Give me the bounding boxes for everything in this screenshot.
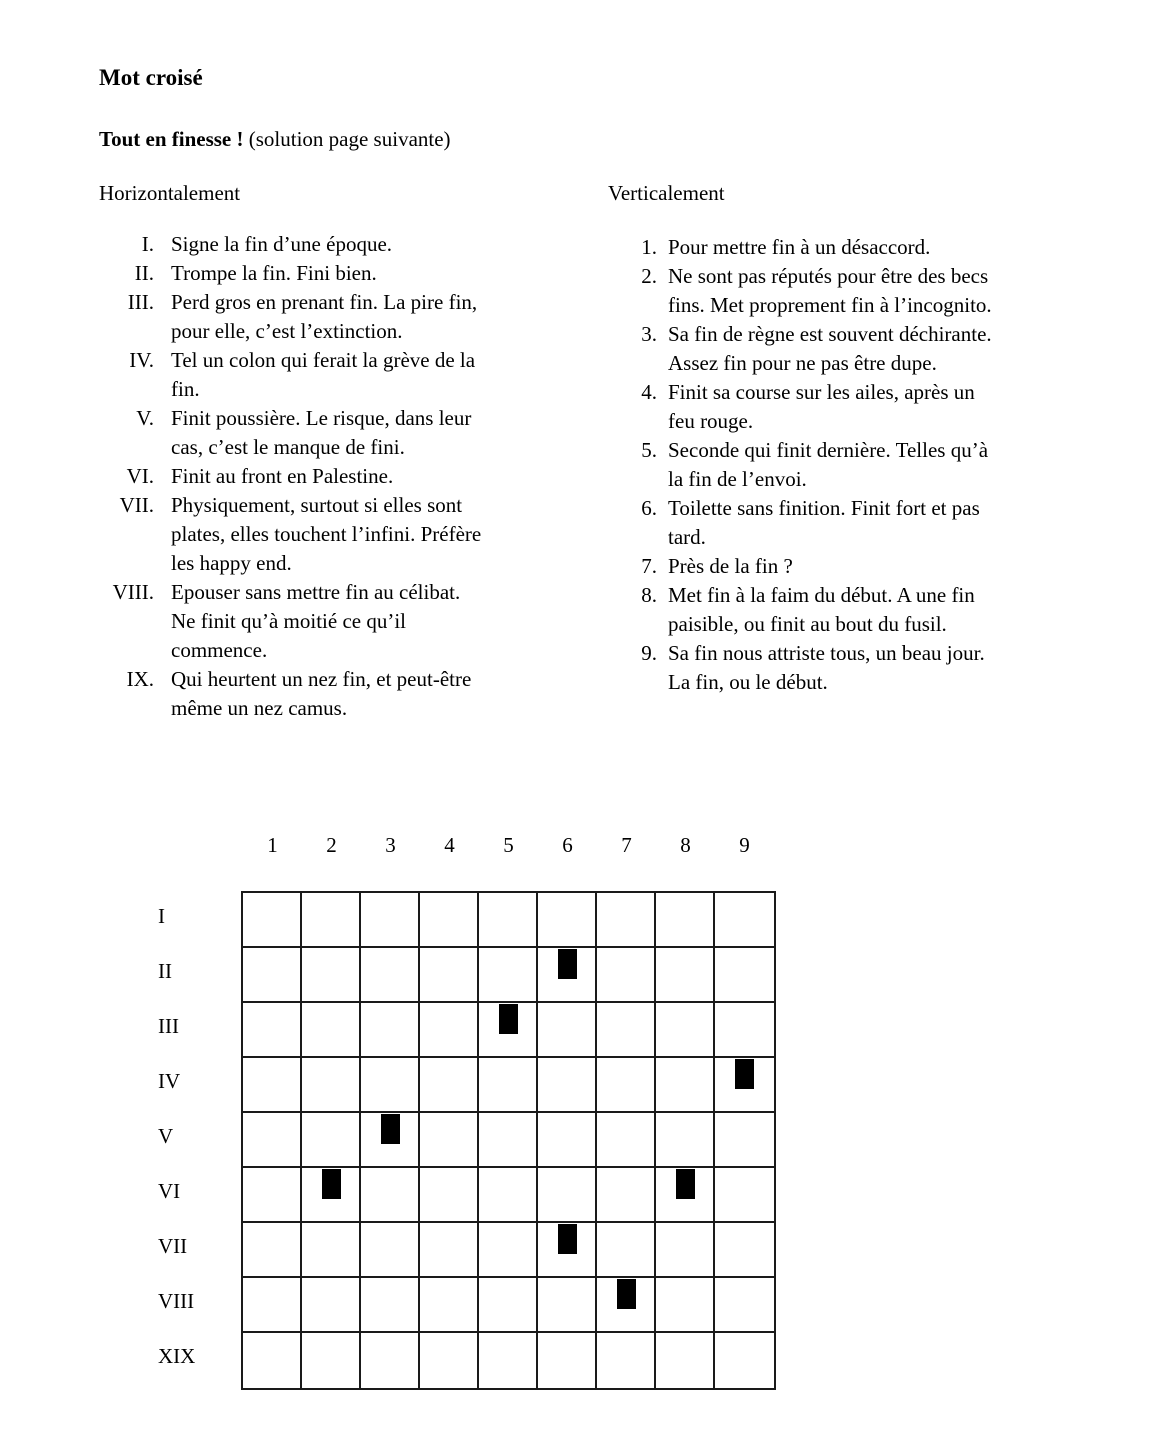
grid-cell [420, 1003, 479, 1058]
column-number: 2 [326, 833, 337, 857]
black-cell-mark [617, 1279, 636, 1309]
clue-item [608, 639, 992, 697]
row-label: VI [158, 1179, 181, 1203]
clue-text-line: tard. [668, 525, 706, 549]
clue-text-line: paisible, ou finit au bout du fusil. [668, 612, 947, 636]
grid-cell [656, 1223, 715, 1278]
clue-text-line: Pour mettre fin à un désaccord. [668, 235, 931, 259]
clue-text-line: même un nez camus. [171, 696, 348, 720]
clue-text-line: Ne finit qu’à moitié ce qu’il [171, 609, 407, 633]
grid-cell [715, 1003, 774, 1058]
clue-text [171, 665, 471, 723]
clue-text-line: les happy end. [171, 551, 292, 575]
down-clue-list [608, 233, 992, 697]
grid-cell [361, 893, 420, 948]
clue-text-line: Seconde qui finit dernière. Telles qu’à [668, 438, 989, 462]
row-label: IV [158, 1069, 181, 1093]
clue-text-line: la fin de l’envoi. [668, 467, 807, 491]
grid-cell [597, 948, 656, 1003]
grid-cell [243, 1168, 302, 1223]
row-label: III [158, 1014, 179, 1038]
clue-text-line: Physiquement, surtout si elles sont [171, 493, 463, 517]
grid-cell [656, 1113, 715, 1168]
clue-number: VI. [126, 464, 154, 488]
clue-text-line: Met fin à la faim du début. A une fin [668, 583, 975, 607]
grid-cell [420, 948, 479, 1003]
grid-cell [538, 893, 597, 948]
clue-item [608, 552, 992, 581]
grid-cell [361, 1168, 420, 1223]
clue-text-line: Sa fin de règne est souvent déchirante. [668, 322, 992, 346]
clue-text-line: Trompe la fin. Fini bien. [171, 261, 377, 285]
clue-number: 6. [641, 496, 657, 520]
clue-text [171, 259, 377, 288]
grid-cell [243, 948, 302, 1003]
page-title: Mot croisé [99, 65, 203, 90]
clue-text-line: Finit au front en Palestine. [171, 464, 394, 488]
column-number: 6 [562, 833, 573, 857]
grid-cell [302, 1223, 361, 1278]
clue-number: 8. [641, 583, 657, 607]
grid-cell [420, 1333, 479, 1388]
grid-cell [361, 1223, 420, 1278]
clue-text-line: Finit poussière. Le risque, dans leur [171, 406, 472, 430]
clue-text [171, 346, 475, 404]
clue-text-line: plates, elles touchent l’infini. Préfère [171, 522, 482, 546]
black-cell-mark [735, 1059, 754, 1089]
grid-cell [715, 1223, 774, 1278]
subtitle-normal: (solution page suivante) [248, 127, 451, 151]
grid-cell [302, 1113, 361, 1168]
grid-cell [243, 1003, 302, 1058]
clue-text [171, 578, 460, 665]
clue-text [668, 262, 992, 320]
grid-cell [538, 1003, 597, 1058]
clue-text [668, 320, 992, 378]
clue-text [668, 233, 930, 262]
grid-cell [302, 893, 361, 948]
grid-cell [597, 893, 656, 948]
grid-cell [243, 1223, 302, 1278]
clue-text [171, 462, 393, 491]
grid-cell [597, 1223, 656, 1278]
clue-number: 4. [641, 380, 657, 404]
clue-text [668, 436, 988, 494]
across-clue-list [99, 230, 481, 723]
grid-cell [302, 1058, 361, 1113]
clue-text-line: Ne sont pas réputés pour être des becs [668, 264, 989, 288]
clue-number: 2. [641, 264, 657, 288]
grid-cell [538, 1168, 597, 1223]
clue-text-line: fins. Met proprement fin à l’incognito. [668, 293, 992, 317]
clue-text-line: pour elle, c’est l’extinction. [171, 319, 403, 343]
clue-text-line: commence. [171, 638, 268, 662]
clue-item [99, 259, 481, 288]
black-cell-mark [558, 1224, 577, 1254]
clue-item [99, 578, 481, 665]
clue-text [171, 288, 477, 346]
clue-text-line: Toilette sans finition. Finit fort et pas [668, 496, 980, 520]
clue-text-line: cas, c’est le manque de fini. [171, 435, 405, 459]
clue-item [99, 288, 481, 346]
clue-number: 3. [641, 322, 657, 346]
clue-text [668, 552, 793, 581]
grid-cell [715, 1333, 774, 1388]
grid-cell [656, 1058, 715, 1113]
grid-cell [420, 893, 479, 948]
grid-cell [479, 1058, 538, 1113]
clue-number: VII. [119, 493, 154, 517]
clue-item [608, 581, 992, 639]
grid-cell [715, 893, 774, 948]
grid-cell [715, 1168, 774, 1223]
column-number: 8 [680, 833, 691, 857]
grid-cell [597, 1333, 656, 1388]
grid-cell [420, 1113, 479, 1168]
row-label: VIII [158, 1289, 195, 1313]
grid-cell [420, 1168, 479, 1223]
grid-cell [420, 1278, 479, 1333]
clue-item [99, 462, 481, 491]
down-heading: Verticalement [608, 181, 725, 205]
clue-text-line: Perd gros en prenant fin. La pire fin, [171, 290, 478, 314]
clue-text-line: Finit sa course sur les ailes, après un [668, 380, 975, 404]
clue-text [171, 404, 471, 462]
grid-cell [597, 1113, 656, 1168]
clue-item [99, 404, 481, 462]
clue-text [668, 581, 975, 639]
grid-cell [420, 1058, 479, 1113]
grid-cell [715, 1113, 774, 1168]
column-number: 5 [503, 833, 514, 857]
clue-number: 7. [641, 554, 657, 578]
row-label: VII [158, 1234, 188, 1258]
grid-cell [361, 1278, 420, 1333]
black-cell-mark [381, 1114, 400, 1144]
grid-cell [361, 1058, 420, 1113]
grid-cell [538, 1333, 597, 1388]
grid-cell [656, 1333, 715, 1388]
clue-text [668, 639, 985, 697]
grid-cell [597, 1003, 656, 1058]
grid-cell [302, 1003, 361, 1058]
clue-item [608, 320, 992, 378]
clue-number: IX. [126, 667, 154, 691]
grid-cell [597, 1168, 656, 1223]
grid-cell [302, 1333, 361, 1388]
clue-number: 5. [641, 438, 657, 462]
row-label: V [158, 1124, 174, 1148]
column-number: 1 [267, 833, 278, 857]
grid-cell [243, 1333, 302, 1388]
grid-cell [656, 1003, 715, 1058]
clue-text-line: Qui heurtent un nez fin, et peut-être [171, 667, 472, 691]
clue-item [99, 665, 481, 723]
clue-item [608, 436, 992, 494]
grid-column-numbers [243, 833, 774, 862]
grid-cell [243, 1058, 302, 1113]
grid-cell [361, 948, 420, 1003]
clue-item [608, 233, 992, 262]
crossword-grid [241, 891, 776, 1390]
clue-text-line: Signe la fin d’une époque. [171, 232, 393, 256]
grid-cell [243, 1278, 302, 1333]
clue-number: I. [141, 232, 154, 256]
clue-text-line: Tel un colon qui ferait la grève de la [171, 348, 476, 372]
clue-item [99, 230, 481, 259]
grid-cell [479, 893, 538, 948]
clue-number: IV. [129, 348, 154, 372]
across-heading: Horizontalement [99, 181, 241, 205]
grid-cell [243, 1113, 302, 1168]
grid-cell [302, 1278, 361, 1333]
clue-number: III. [127, 290, 154, 314]
clue-item [608, 262, 992, 320]
grid-cell [479, 1278, 538, 1333]
clue-text [171, 230, 392, 259]
clue-number: 1. [641, 235, 657, 259]
grid-cell [420, 1223, 479, 1278]
clue-text-line: Epouser sans mettre fin au célibat. [171, 580, 461, 604]
clue-item [99, 491, 481, 578]
column-number: 4 [444, 833, 455, 857]
subtitle-bold: Tout en finesse ! [99, 127, 244, 151]
grid-cell [538, 1113, 597, 1168]
clue-text [171, 491, 481, 578]
grid-cell [597, 1058, 656, 1113]
clue-item [608, 494, 992, 552]
clue-text-line: Sa fin nous attriste tous, un beau jour. [668, 641, 985, 665]
black-cell-mark [322, 1169, 341, 1199]
grid-cell [715, 948, 774, 1003]
clue-item [608, 378, 992, 436]
clue-text-line: feu rouge. [668, 409, 754, 433]
clue-text-line: Près de la fin ? [668, 554, 793, 578]
clue-text-line: Assez fin pour ne pas être dupe. [668, 351, 937, 375]
row-label: XIX [158, 1344, 196, 1368]
grid-cell [538, 1278, 597, 1333]
grid-cell [361, 1003, 420, 1058]
clue-text [668, 378, 975, 436]
grid-cell [243, 893, 302, 948]
subtitle [99, 125, 451, 154]
column-number: 7 [621, 833, 632, 857]
row-label: II [158, 959, 172, 983]
grid-cell [302, 948, 361, 1003]
row-label: I [158, 904, 165, 928]
clue-text-line: La fin, ou le début. [668, 670, 828, 694]
clue-item [99, 346, 481, 404]
grid-cell [479, 948, 538, 1003]
clue-number: 9. [641, 641, 657, 665]
column-number: 9 [739, 833, 750, 857]
grid-cell [479, 1333, 538, 1388]
grid-cell [479, 1168, 538, 1223]
black-cell-mark [676, 1169, 695, 1199]
grid-cell [538, 1058, 597, 1113]
clue-text [668, 494, 980, 552]
black-cell-mark [499, 1004, 518, 1034]
clue-number: VIII. [112, 580, 154, 604]
grid-cell [361, 1333, 420, 1388]
grid-cell [656, 1278, 715, 1333]
grid-cell [479, 1113, 538, 1168]
black-cell-mark [558, 949, 577, 979]
grid-cell [715, 1278, 774, 1333]
column-number: 3 [385, 833, 396, 857]
clue-text-line: fin. [171, 377, 200, 401]
grid-cell [656, 893, 715, 948]
grid-cell [479, 1223, 538, 1278]
grid-cell [656, 948, 715, 1003]
clue-number: II. [134, 261, 154, 285]
clue-number: V. [136, 406, 154, 430]
